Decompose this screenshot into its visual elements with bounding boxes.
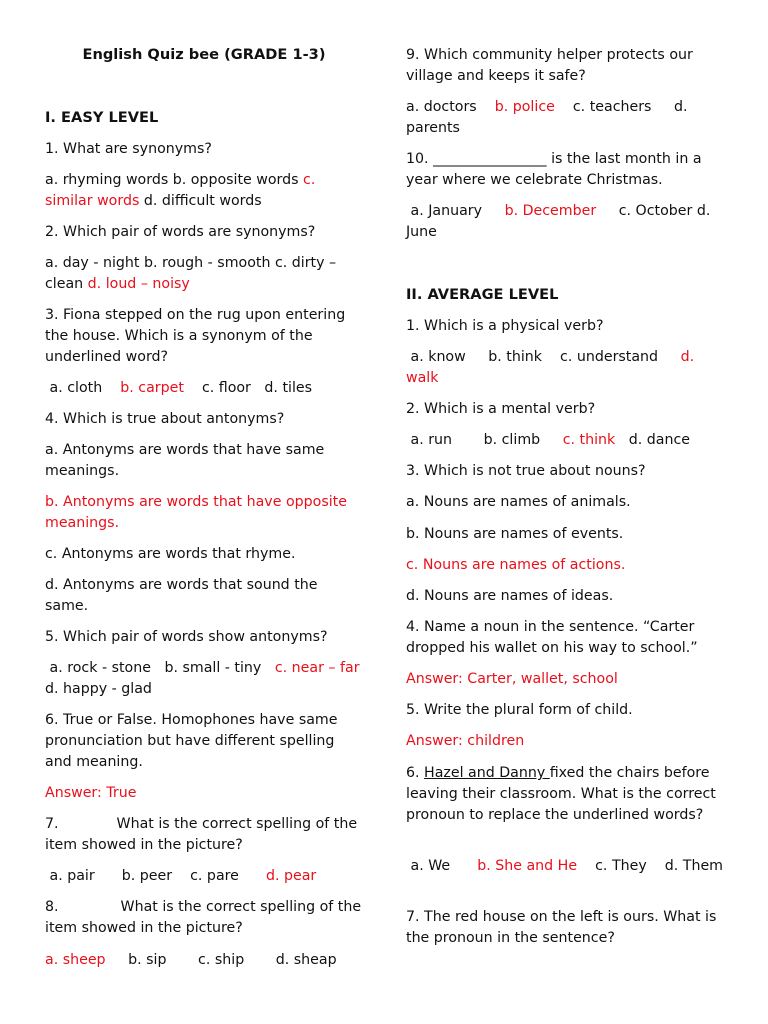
easy-q10: 10. ________________ is the last month in a year where we celebrate Christmas. (406, 151, 702, 188)
average-q3: 3. Which is not true about nouns? (406, 463, 646, 479)
easy-q9-options: a. doctors b. police c. teachers d. parents (406, 99, 693, 136)
correct-answer: d. pear (265, 868, 317, 884)
easy-q4-option-d: d. Antonyms are words that sound the same. (45, 577, 318, 614)
easy-q10-options: a. January b. December c. October d. June (406, 203, 715, 240)
easy-q6: 6. True or False. Homophones have same pronunciation but have different spelling and meaning. (45, 712, 338, 770)
easy-q2: 2. Which pair of words are synonyms? (45, 224, 316, 240)
correct-answer: b. December (504, 203, 597, 219)
correct-answer: c. think (562, 432, 616, 448)
average-q3-option-a: a. Nouns are names of animals. (406, 494, 631, 510)
correct-answer: d. loud – noisy (87, 275, 190, 292)
easy-q4-option-a: a. Antonyms are words that have same meanings. (45, 442, 325, 479)
correct-answer: d. walk (406, 349, 695, 386)
easy-q1: 1. What are synonyms? (45, 141, 212, 157)
correct-answer: c. similar words (45, 172, 316, 209)
correct-answer: b. She and He (477, 858, 578, 874)
correct-answer: b. police (494, 99, 555, 115)
average-q7: 7. The red house on the left is ours. What is the pronoun in the sentence? (406, 909, 717, 946)
correct-answer: a. sheep (45, 952, 106, 968)
easy-q1-options: a. rhyming words b. opposite words c. similar words d. difficult words (45, 172, 316, 209)
average-q6: 6. Hazel and Danny fixed the chairs before leaving their classroom. What is the correct pronoun to replace the underlined words? (406, 765, 716, 823)
easy-q3: 3. Fiona stepped on the rug upon entering the house. Which is a synonym of the underlined word? (45, 307, 346, 365)
easy-q3-options: a. cloth b. carpet c. floor d. tiles (45, 380, 313, 396)
easy-q5: 5. Which pair of words show antonyms? (45, 629, 328, 645)
average-q4-answer: Answer: Carter, wallet, school (406, 671, 618, 687)
easy-q8: 8. What is the correct spelling of the item showed in the picture? (45, 899, 362, 936)
average-q3-option-d: d. Nouns are names of ideas. (406, 588, 614, 604)
average-q1-options: a. know b. think c. understand d. walk (406, 349, 695, 386)
easy-q2-options: a. day - night b. rough - smooth c. dirty – clean d. loud – noisy (45, 255, 337, 292)
average-q1: 1. Which is a physical verb? (406, 318, 604, 334)
average-level-heading: II. AVERAGE LEVEL (406, 286, 559, 303)
easy-q7-options: a. pair b. peer c. pare d. pear (45, 868, 317, 884)
average-q5: 5. Write the plural form of child. (406, 702, 633, 718)
correct-answer: b. carpet (120, 380, 184, 396)
easy-q4-option-b-correct: b. Antonyms are words that have opposite meanings. (45, 494, 347, 531)
average-q5-answer: Answer: children (406, 733, 525, 749)
easy-q8-options: a. sheep b. sip c. ship d. sheap (45, 952, 337, 968)
easy-q9: 9. Which community helper protects our village and keeps it safe? (406, 47, 693, 84)
average-q3-option-c-correct: c. Nouns are names of actions. (406, 557, 626, 573)
average-q6-options: a. We b. She and He c. They d. Them (406, 858, 724, 874)
average-q2: 2. Which is a mental verb? (406, 401, 596, 417)
easy-q5-options: a. rock - stone b. small - tiny c. near – far d. happy - glad (45, 660, 374, 697)
easy-level-heading: I. EASY LEVEL (45, 109, 159, 126)
average-q2-options: a. run b. climb c. think d. dance (406, 432, 691, 448)
correct-answer: c. near – far (274, 660, 360, 676)
underlined-words: Hazel and Danny (424, 765, 550, 781)
easy-q4-option-c: c. Antonyms are words that rhyme. (45, 546, 296, 562)
average-q3-option-b: b. Nouns are names of events. (406, 526, 624, 542)
easy-q4: 4. Which is true about antonyms? (45, 411, 285, 427)
easy-q6-answer: Answer: True (45, 785, 137, 801)
easy-q7: 7. What is the correct spelling of the item showed in the picture? (45, 816, 358, 853)
quiz-title: English Quiz bee (GRADE 1-3) (82, 46, 326, 63)
average-q4: 4. Name a noun in the sentence. “Carter dropped his wallet on his way to school.” (406, 619, 698, 656)
